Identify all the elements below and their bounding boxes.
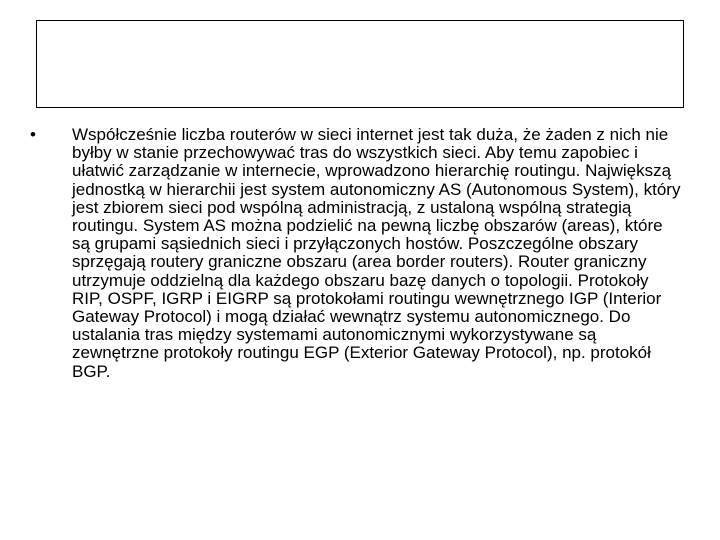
bullet-dot: •: [30, 125, 36, 144]
title-placeholder-box: [36, 20, 684, 108]
bullet-item: [28, 126, 688, 381]
slide-body: [28, 126, 688, 381]
bullet-text: Współcześnie liczba routerów w sieci internet jest tak duża, że żaden z nich nie byłby w stanie przechowywać tras do wszystkich sieci. Aby temu zapobiec i ułatwić zarządzanie w internecie, wprowadzono hierarchię routingu. Największą jednostką w hierarchii jest system autonomiczny AS (Autonomous System), który jest zbiorem sieci pod wspólną administracją, z ustaloną wspólną strategią routingu. System AS można podzielić na pewną liczbę obszarów (areas), które są grupami sąsiednich sieci i przyłączonych hostów. Poszczególne obszary sprzęgają routery graniczne obszaru (area border routers). Router graniczny utrzymuje oddzielną dla każdego obszaru bazę danych o topologii. Protokoły RIP, OSPF, IGRP i EIGRP są protokołami routingu wewnętrznego IGP (Interior Gateway Protocol) i mogą działać wewnątrz systemu autonomicznego. Do ustalania tras między systemami autonomicznymi wykorzystywane są zewnętrzne protokoły routingu EGP (Exterior Gateway Protocol), np. protokół BGP.: [72, 125, 681, 381]
